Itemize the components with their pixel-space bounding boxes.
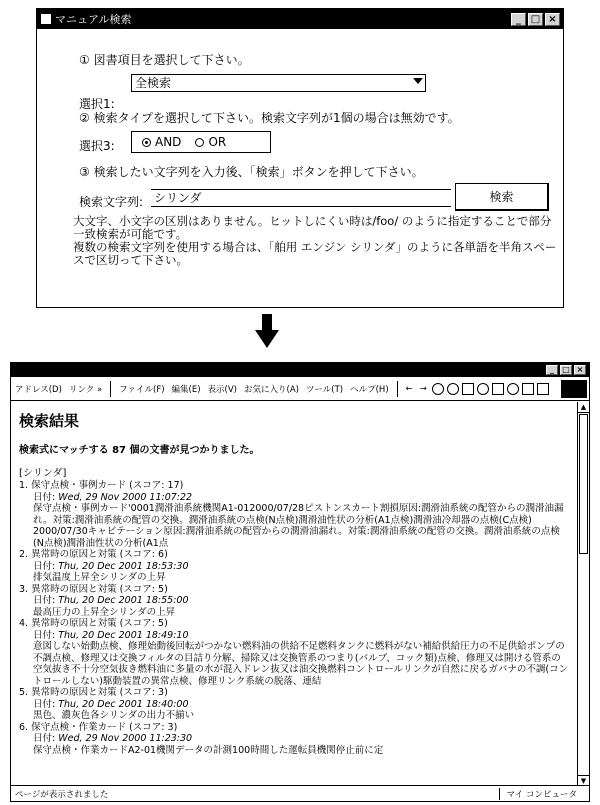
query-input[interactable]: シリンダ: [151, 189, 451, 207]
refresh-icon[interactable]: [447, 383, 459, 395]
results-heading: 検索結果: [19, 412, 80, 430]
menu-address[interactable]: アドレス(D): [15, 384, 62, 395]
stop-icon[interactable]: [432, 383, 444, 395]
result-snippet: 意図しない始動点検、修理始動後回転がつかない燃料油の供給不足燃料タンクに燃料がない補給供給圧力の不足供給ポンプの不調点検、修理又は交換フィルタの目詰り分解、掃除又は交換管系のつまり(バルブ、コック類)点検、修理又は開ける管系の空気抜き不十分空気抜き燃料油に多量の水が混入ドレン抜又は油交換燃料コントロールリンクが自然に戻るガバナの不調(コントロールしない)駆動装置の異常点検、修理リンク系統の脱落、連結: [33, 641, 569, 687]
result-item: [19, 584, 569, 619]
result-date-key: 日付:: [33, 629, 56, 641]
forward-arrow-icon[interactable]: →: [419, 383, 427, 394]
search-icon[interactable]: [477, 383, 489, 395]
scrollbar-thumb[interactable]: [579, 414, 588, 554]
select1-label: 選択1:: [79, 97, 115, 111]
menu-file[interactable]: ファイル(F): [119, 384, 165, 395]
home-icon[interactable]: [462, 383, 474, 395]
menu-favorites[interactable]: お気に入り(A): [244, 384, 299, 395]
result-title-link[interactable]: 6. 保守点検・作業カード (スコア: 3): [19, 721, 178, 733]
result-item: [19, 618, 569, 687]
help-line-1: 大文字、小文字の区別はありません。ヒットしにくい時は/foo/ のように指定することで部分一致検索が可能です。: [73, 214, 552, 241]
help-line-2: 複数の検索文字列を使用する場合は、「舶用 エンジン シリンダ」のように各単語を半角スペースで区切って下さい。: [73, 240, 557, 267]
menu-edit[interactable]: 編集(E): [171, 384, 201, 395]
result-title-link[interactable]: 3. 異常時の原因と対策 (スコア: 5): [19, 583, 168, 595]
step2-instruction: ② 検索タイプを選択して下さい。検索文字列が1個の場合は無効です。: [79, 111, 460, 125]
browser-close-button[interactable]: ×: [574, 365, 586, 375]
minimize-button[interactable]: _: [511, 13, 526, 26]
result-date: [19, 595, 569, 607]
select3-label: 選択3:: [79, 139, 115, 153]
browser-title-bar: [11, 363, 589, 377]
browser-maximize-button[interactable]: □: [560, 365, 572, 375]
maximize-button[interactable]: □: [528, 13, 543, 26]
browser-logo-icon: [561, 380, 587, 398]
result-title-link[interactable]: 1. 保守点検・事例カード (スコア: 17): [19, 480, 184, 491]
back-arrow-icon[interactable]: ←: [405, 383, 413, 394]
result-title-link[interactable]: 5. 異常時の原因と対策 (スコア: 3): [19, 687, 168, 698]
search-button[interactable]: 検索: [455, 183, 549, 211]
result-item: [19, 722, 569, 757]
menu-links[interactable]: リンク »: [68, 384, 103, 395]
app-icon: [41, 14, 51, 24]
search-term: [シリンダ]: [19, 468, 67, 479]
scroll-up-icon[interactable]: ▲: [578, 402, 589, 413]
status-bar: [11, 785, 589, 801]
result-snippet: 最高圧力の上昇全シリンダの上昇: [33, 606, 176, 618]
result-date: [19, 492, 569, 504]
favorites-icon[interactable]: [492, 383, 504, 395]
result-date: [19, 699, 569, 711]
result-date: [19, 561, 569, 573]
results-list: [19, 480, 569, 756]
results-summary: 検索式にマッチする 87 個の文書が見つかりました。: [19, 445, 260, 456]
help-text: [73, 215, 559, 267]
result-date-key: 日付:: [33, 733, 56, 744]
result-date-value: Thu, 20 Dec 2001 18:55:00: [58, 595, 189, 606]
vertical-scrollbar[interactable]: [577, 402, 589, 786]
browser-toolbar: [11, 377, 589, 401]
chevron-down-icon[interactable]: [413, 78, 423, 84]
result-date-key: 日付:: [33, 698, 56, 710]
radio-unselected-icon[interactable]: [195, 138, 204, 147]
menu-view[interactable]: 表示(V): [207, 384, 237, 395]
toolbar-divider: [397, 381, 398, 397]
result-date: [19, 630, 569, 642]
query-label: 検索文字列:: [79, 195, 144, 209]
search-dialog: [36, 8, 564, 308]
zone-indicator: マイ コンピュータ: [499, 788, 589, 800]
select1-dropdown[interactable]: [131, 74, 426, 92]
result-date-value: Thu, 20 Dec 2001 18:53:30: [58, 560, 189, 572]
result-date-key: 日付:: [33, 560, 56, 572]
radio-and-label: AND: [155, 135, 182, 149]
mail-icon[interactable]: [522, 383, 534, 395]
result-date-value: Wed, 29 Nov 2000 11:07:22: [58, 491, 193, 503]
down-arrow-icon: [255, 314, 279, 350]
radio-selected-icon[interactable]: [142, 138, 151, 147]
status-text: ページが表示されました: [15, 789, 109, 800]
dialog-title: マニュアル検索: [55, 13, 132, 26]
result-date-value: Thu, 20 Dec 2001 18:49:10: [58, 629, 189, 641]
search-type-group: [131, 131, 271, 153]
menu-help[interactable]: ヘルプ(H): [350, 384, 389, 395]
result-item: [19, 480, 569, 549]
print-icon[interactable]: [537, 383, 549, 395]
result-snippet: 保守点検・作業カードA2-01機関データの計測100時間した運転員機関停止前に定: [33, 744, 384, 756]
select1-value: 全検索: [135, 76, 172, 90]
scroll-down-icon[interactable]: ▼: [578, 775, 589, 786]
radio-and[interactable]: [142, 135, 181, 149]
radio-or[interactable]: [195, 135, 226, 149]
result-item: [19, 687, 569, 722]
step1-instruction: ① 図書項目を選択して下さい。: [79, 53, 250, 67]
result-title-link[interactable]: 2. 異常時の原因と対策 (スコア: 6): [19, 549, 168, 560]
dialog-title-bar: [37, 9, 563, 29]
step3-instruction: ③ 検索したい文字列を入力後、「検索」ボタンを押して下さい。: [79, 165, 424, 179]
result-date-value: Wed, 29 Nov 2000 11:23:30: [58, 733, 193, 744]
result-date-key: 日付:: [33, 595, 56, 606]
browser-window: [10, 362, 590, 802]
menu-tools[interactable]: ツール(T): [305, 384, 344, 395]
toolbar-divider: [110, 381, 111, 397]
result-snippet: 保守点検・事例カード'0001潤滑油系統機関A1-012000/07/28ピストンスカート割損原因:潤滑油系統の配管からの潤滑油漏れ。対策:潤滑油系統の配管の交換。潤滑油系統の点検(N点検)潤滑油性状の分析(A1点検)潤滑油冷却器の点検(C点検) 2000/07/30キャビテーション原因:潤滑油系統の配管からの潤滑油漏れ。対策:潤滑油系統の配管の交換。潤滑油系統の点検(N点検)潤滑油性状の分析(A1点: [33, 503, 564, 549]
result-date-key: 日付:: [33, 491, 56, 503]
result-date-value: Thu, 20 Dec 2001 18:40:00: [58, 698, 189, 710]
result-date: [19, 733, 569, 745]
close-button[interactable]: ×: [545, 13, 560, 26]
result-title-link[interactable]: 4. 異常時の原因と対策 (スコア: 5): [19, 618, 168, 629]
radio-or-label: OR: [208, 135, 227, 149]
browser-minimize-button[interactable]: _: [546, 365, 558, 375]
history-icon[interactable]: [507, 383, 519, 395]
results-page: [11, 402, 577, 786]
result-snippet: 排気温度上昇全シリンダの上昇: [33, 572, 166, 583]
result-item: [19, 549, 569, 584]
result-snippet: 黒色、濃灰色各シリンダの出力不揃い: [33, 710, 195, 721]
